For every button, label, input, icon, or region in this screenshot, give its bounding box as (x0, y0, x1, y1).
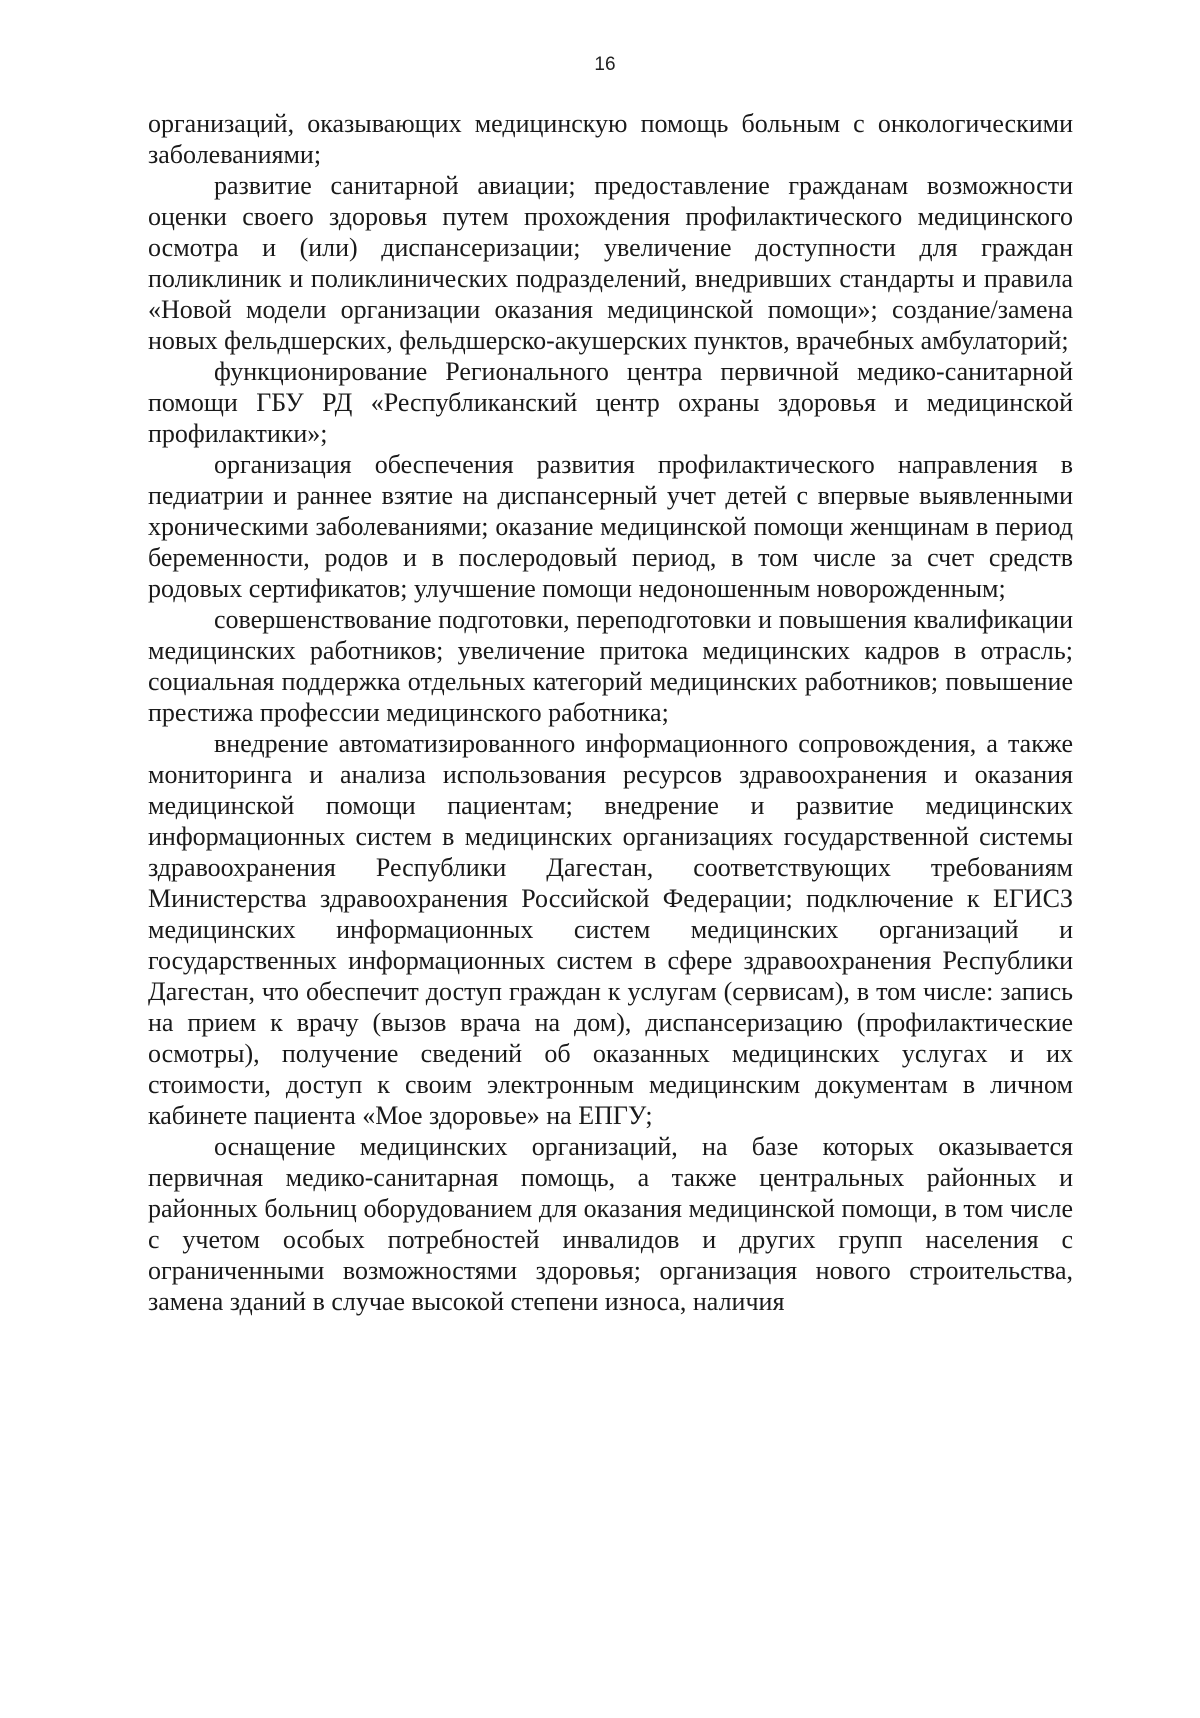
paragraph-equipment: оснащение медицинских организаций, на базе которых оказывается первичная медико-санитарная помощь, а также центральных районных и районных больниц оборудованием для оказания медицинской помощи, в том числе с учетом особых потребностей инвалидов и других групп населения с ограниченными возможностями здоровья; организация нового строительства, замена зданий в случае высокой степени износа, наличия (148, 1132, 1073, 1316)
paragraph-information-systems: внедрение автоматизированного информационного сопровождения, а также мониторинга и анализа использования ресурсов здравоохранения и оказания медицинской помощи пациентам; внедрение и развитие медицинских информационных систем в медицинских организациях государственной системы здравоохранения Республики Дагестан, соответствующих требованиям Министерства здравоохранения Российской Федерации; подключение к ЕГИСЗ медицинских информационных систем медицинских организаций и государственных информационных систем в сфере здравоохранения Республики Дагестан, что обеспечит доступ граждан к услугам (сервисам), в том числе: запись на прием к врачу (вызов врача на дом), диспансеризацию (профилактические осмотры), получение сведений об оказанных медицинских услугах и их стоимости, доступ к своим электронным медицинским документам в личном кабинете пациента «Мое здоровье» на ЕПГУ; (148, 729, 1073, 1130)
paragraph-continuation: организаций, оказывающих медицинскую помощь больным с онкологическими заболеваниями; (148, 109, 1073, 169)
page-number: 16 (594, 54, 616, 75)
paragraph-sanitary-aviation: развитие санитарной авиации; предоставление гражданам возможности оценки своего здоровья путем прохождения профилактического медицинского осмотра и (или) диспансеризации; увеличение доступности для граждан поликлиник и поликлинических подразделений, внедривших стандарты и правила «Новой модели организации оказания медицинской помощи»; создание/замена новых фельдшерских, фельдшерско-акушерских пунктов, врачебных амбулаторий; (148, 171, 1073, 355)
paragraph-staff-training: совершенствование подготовки, переподготовки и повышения квалификации медицинских работников; увеличение притока медицинских кадров в отрасль; социальная поддержка отдельных категорий медицинских работников; повышение престижа профессии медицинского работника; (148, 605, 1073, 727)
paragraph-regional-center: функционирование Регионального центра первичной медико-санитарной помощи ГБУ РД «Республиканский центр охраны здоровья и медицинской профилактики»; (148, 357, 1073, 448)
paragraph-pediatrics: организация обеспечения развития профилактического направления в педиатрии и раннее взятие на диспансерный учет детей с впервые выявленными хроническими заболеваниями; оказание медицинской помощи женщинам в период беременности, родов и в послеродовый период, в том числе за счет средств родовых сертификатов; улучшение помощи недоношенным новорожденным; (148, 450, 1073, 603)
document-body (148, 108, 1073, 1317)
